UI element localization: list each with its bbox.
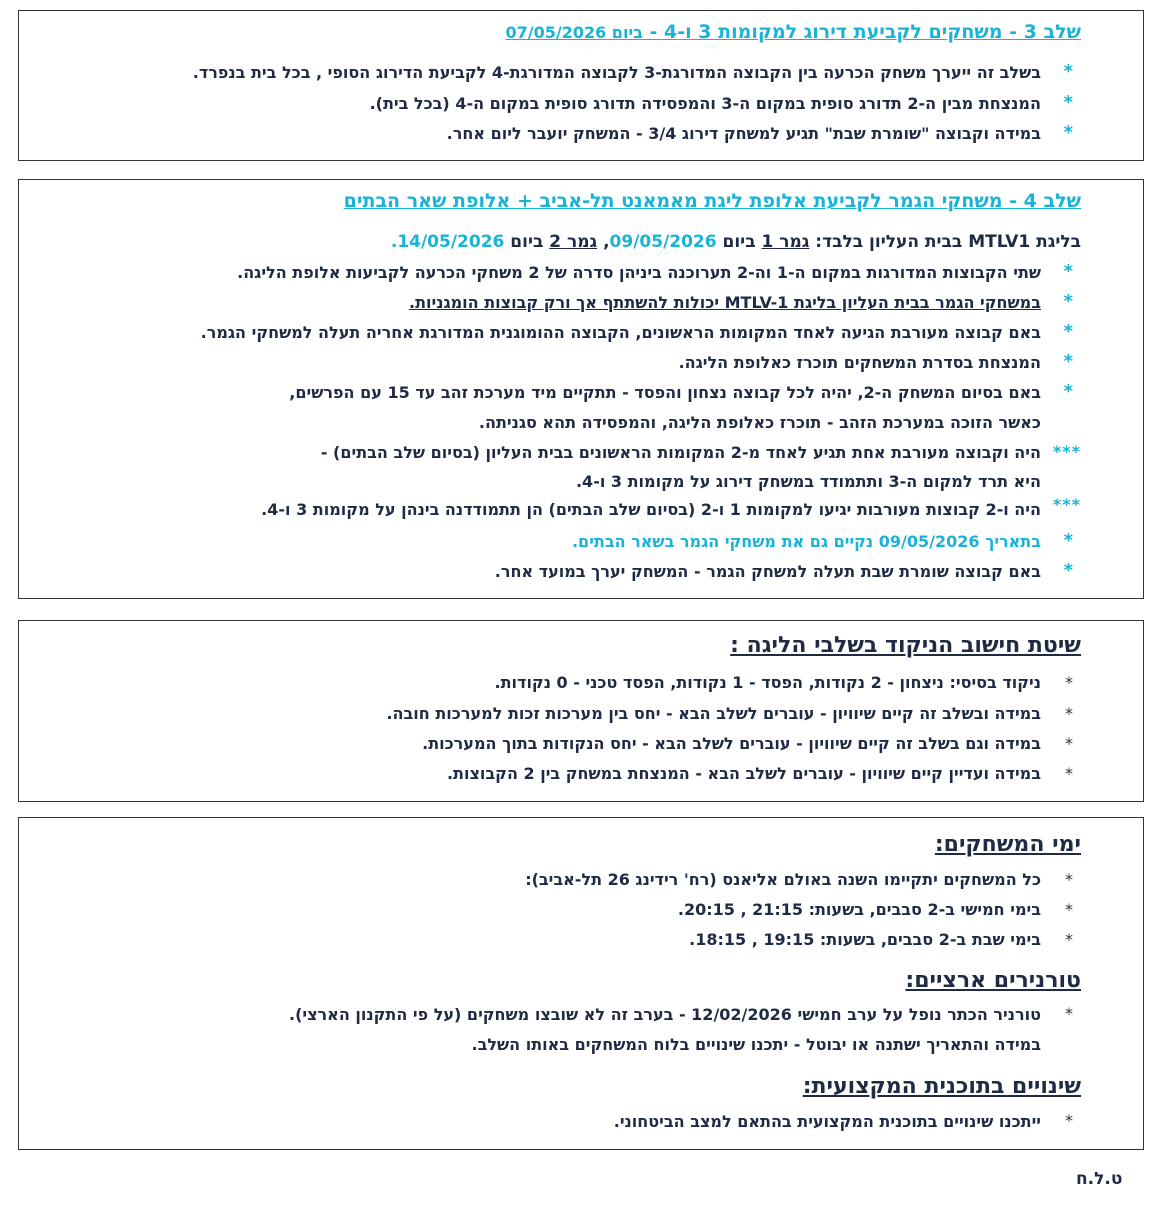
tournaments-item-2: במידה והתאריך ישתנה או יבוטל - יתכנו שינויים בלוח המשחקים באותו השלב. — [471, 1035, 1041, 1054]
schedule-section — [18, 817, 1144, 1150]
scoring-item-4: במידה ועדיין קיים שיוויון - עוברים לשלב הבא - המנצחת במשחק בין 2 הקבוצות. — [446, 764, 1041, 783]
stage3-item-2: המנצחת מבין ה-2 תדורג סופית במקום ה-3 והמפסידה תדורג סופית במקום ה-4 (בכל בית). — [369, 94, 1041, 113]
stage3-section — [18, 10, 1144, 161]
changes-title: שינויים בתוכנית המקצועית: — [802, 1074, 1081, 1099]
game-days-item-3: בימי שבת ב-2 סבבים, בשעות: 19:15 , 18:15. — [689, 930, 1041, 949]
stage4-item-6-cont: היא תרד למקום ה-3 ותתמודד במשחק דירוג על מקומות 3 ו-4. — [575, 472, 1041, 491]
signature: ט.ל.ח — [1076, 1169, 1123, 1189]
final2-date: 14/05/2026. — [390, 232, 505, 252]
stage4-item-9: באם קבוצה שומרת שבת תעלה למשחק הגמר - המשחק יערך במועד אחר. — [494, 562, 1041, 581]
scoring-item-2: במידה ובשלב זה קיים שיוויון - עוברים לשלב הבא - יחס בין מערכות זכות למערכות חובה. — [386, 704, 1041, 723]
bullet-icon: * — [1065, 1004, 1073, 1023]
bullet-icon: * — [1063, 321, 1073, 342]
final1-label: גמר 1 — [761, 232, 810, 252]
bullet-icon: * — [1065, 673, 1073, 692]
stage4-intro: בליגת MTLV1 בבית העליון בלבד: גמר 1 ביום 09/05/2026, גמר 2 ביום 14/05/2026. — [390, 232, 1081, 252]
tournaments-item-1: טורניר הכתר נופל על ערב חמישי 12/02/2026 - בערב זה לא שובצו משחקים (על פי התקנון הארצי). — [289, 1005, 1041, 1024]
triple-bullet-icon: *** — [1052, 442, 1081, 461]
scoring-item-1: ניקוד בסיסי: ניצחון - 2 נקודות, הפסד - 1 נקודות, הפסד טכני - 0 נקודות. — [494, 673, 1041, 692]
stage4-section — [18, 179, 1144, 599]
bullet-icon: * — [1063, 560, 1073, 581]
triple-bullet-icon: *** — [1052, 495, 1081, 514]
stage3-item-3: במידה וקבוצה "שומרת שבת" תגיע למשחק דירוג 3/4 - המשחק יועבר ליום אחר. — [446, 124, 1041, 143]
stage4-item-4: המנצחת בסדרת המשחקים תוכרז כאלופת הליגה. — [678, 353, 1041, 372]
stage4-item-7: היה ו-2 קבוצות מעורבות יגיעו למקומות 1 ו-2 (בסיום שלב הבתים) הן תתמודדנה בינהן על מקומות 3 ו-4. — [261, 500, 1041, 519]
final2-label: גמר 2 — [549, 232, 598, 252]
bullet-icon: * — [1063, 61, 1073, 82]
game-days-item-2: בימי חמישי ב-2 סבבים, בשעות: 21:15 , 20:15. — [677, 900, 1041, 919]
bullet-icon: * — [1065, 900, 1073, 919]
bullet-icon: * — [1063, 92, 1073, 113]
stage3-title: שלב 3 - משחקים לקביעת דירוג למקומות 3 ו-4 - ביום 07/05/2026 — [505, 21, 1081, 43]
stage4-item-2: במשחקי הגמר בבית העליון בליגת MTLV-1 יכולות להשתתף אך ורק קבוצות הומגניות. — [408, 293, 1041, 312]
bullet-icon: * — [1063, 530, 1073, 551]
bullet-icon: * — [1065, 930, 1073, 949]
bullet-icon: * — [1063, 122, 1073, 143]
stage4-title: שלב 4 - משחקי הגמר לקביעת אלופת ליגת מאמאנט תל-אביב + אלופת שאר הבתים — [343, 190, 1081, 212]
bullet-icon: * — [1065, 734, 1073, 753]
bullet-icon: * — [1065, 1111, 1073, 1130]
bullet-icon: * — [1063, 351, 1073, 372]
stage4-item-6: היה וקבוצה מעורבת אחת תגיע לאחד מ-2 המקומות הראשונים בבית העליון (בסיום שלב הבתים) - — [320, 443, 1041, 462]
bullet-icon: * — [1063, 261, 1073, 282]
stage4-item-1: שתי הקבוצות המדורגות במקום ה-1 וה-2 תערוכנה ביניהן סדרה של 2 משחקי הכרעה לקביעות אלופת הליגה. — [237, 263, 1041, 282]
stage3-item-1: בשלב זה ייערך משחק הכרעה בין הקבוצה המדורגת-3 לקבוצה המדורגת-4 לקביעת הדירוג הסופי , בכל בית בנפרד. — [192, 63, 1041, 82]
bullet-icon: * — [1063, 381, 1073, 402]
bullet-icon: * — [1065, 764, 1073, 783]
stage4-item-5-cont: כאשר הזוכה במערכת הזהב - תוכרז כאלופת הליגה, והמפסידה תהא סגניתה. — [478, 413, 1041, 432]
stage4-item-5: באם בסיום המשחק ה-2, יהיה לכל קבוצה נצחון והפסד - תתקיים מיד מערכת זהב עד 15 עם הפרשים, — [289, 383, 1041, 402]
game-days-item-1: כל המשחקים יתקיימו השנה באולם אליאנס (רח' רידינג 26 תל-אביב): — [525, 870, 1041, 889]
scoring-section — [18, 620, 1144, 802]
changes-item-1: ייתכנו שינויים בתוכנית המקצועית בהתאם למצב הביטחוני. — [613, 1112, 1041, 1131]
tournaments-title: טורנירים ארציים: — [905, 968, 1081, 993]
game-days-title: ימי המשחקים: — [934, 832, 1081, 857]
bullet-icon: * — [1065, 704, 1073, 723]
final1-date: 09/05/2026 — [609, 232, 717, 252]
stage4-item-3: באם קבוצה מעורבת הגיעה לאחד המקומות הראשונים, הקבוצה ההומוגנית המדורגת אחריה תעלה למשחקי הגמר. — [200, 323, 1041, 342]
scoring-item-3: במידה וגם בשלב זה קיים שיוויון - עוברים לשלב הבא - יחס הנקודות בתוך המערכות. — [422, 734, 1041, 753]
stage4-item-8: בתאריך 09/05/2026 נקיים גם את משחקי הגמר בשאר הבתים. — [571, 532, 1041, 551]
scoring-title: שיטת חישוב הניקוד בשלבי הליגה : — [730, 633, 1081, 658]
bullet-icon: * — [1065, 870, 1073, 889]
bullet-icon: * — [1063, 291, 1073, 312]
